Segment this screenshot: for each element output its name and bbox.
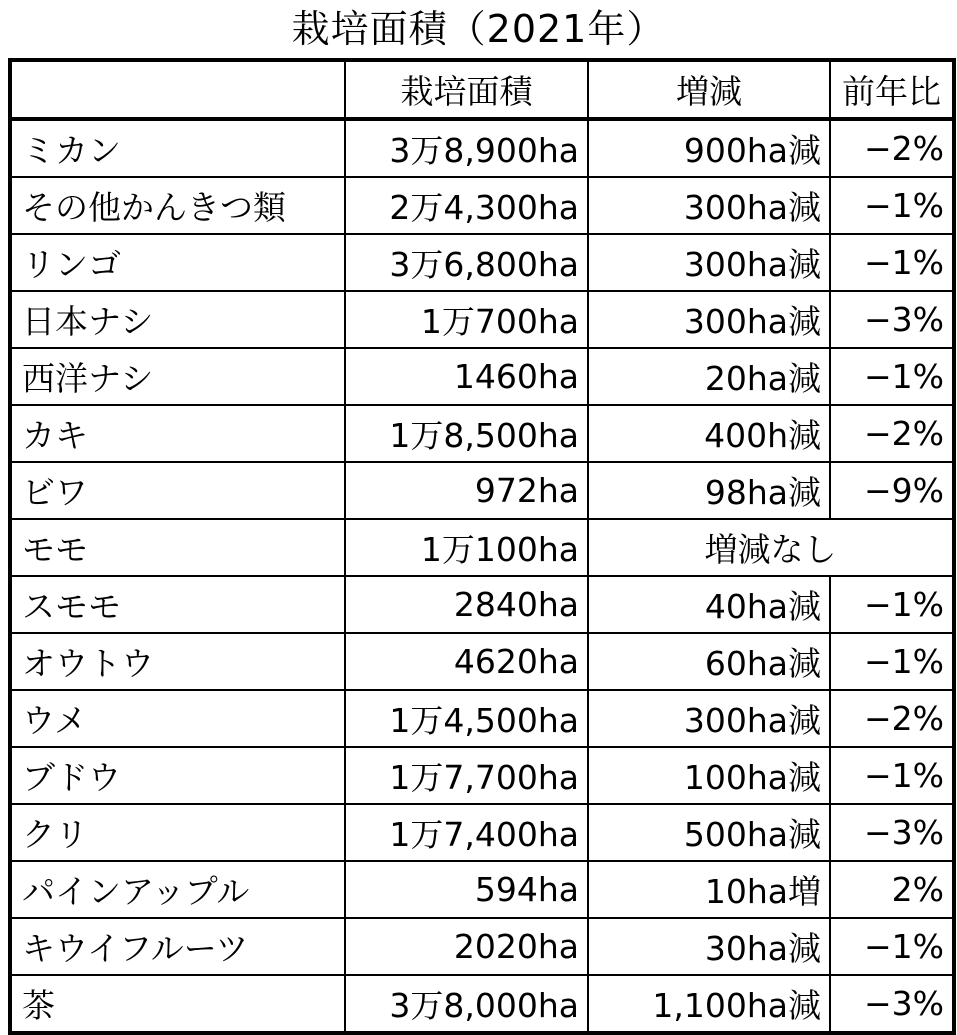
crop-name: その他かんきつ類 <box>10 177 345 234</box>
area-value: 972ha <box>345 462 588 519</box>
table-row <box>10 690 954 747</box>
table-row <box>10 462 954 519</box>
change-value: 300ha減 <box>588 177 830 234</box>
crop-name: モモ <box>10 519 345 576</box>
crop-name: ビワ <box>10 462 345 519</box>
change-value: 60ha減 <box>588 633 830 690</box>
ratio-value: −2% <box>830 690 954 747</box>
header-item <box>10 60 345 119</box>
table-row <box>10 519 954 576</box>
table-row <box>10 918 954 975</box>
crop-name: キウイフルーツ <box>10 918 345 975</box>
change-value: 500ha減 <box>588 804 830 861</box>
area-value: 2万4,300ha <box>345 177 588 234</box>
change-value: 98ha減 <box>588 462 830 519</box>
area-value: 3万8,000ha <box>345 975 588 1033</box>
table-row <box>10 576 954 633</box>
ratio-value: −1% <box>830 576 954 633</box>
area-value: 2840ha <box>345 576 588 633</box>
area-value: 1万700ha <box>345 291 588 348</box>
table-row <box>10 119 954 177</box>
ratio-value: −1% <box>830 747 954 804</box>
ratio-value: −3% <box>830 291 954 348</box>
area-value: 1万7,700ha <box>345 747 588 804</box>
table-header-row <box>10 60 954 119</box>
crop-name: クリ <box>10 804 345 861</box>
area-value: 1万4,500ha <box>345 690 588 747</box>
area-value: 3万8,900ha <box>345 119 588 177</box>
header-ratio: 前年比 <box>830 60 954 119</box>
cultivation-area-table <box>8 58 956 1035</box>
change-value: 10ha増 <box>588 861 830 918</box>
area-value: 1万7,400ha <box>345 804 588 861</box>
change-value: 300ha減 <box>588 291 830 348</box>
ratio-value: −3% <box>830 975 954 1033</box>
ratio-value: −2% <box>830 119 954 177</box>
crop-name: ウメ <box>10 690 345 747</box>
crop-name: 西洋ナシ <box>10 348 345 405</box>
crop-name: ブドウ <box>10 747 345 804</box>
area-value: 1460ha <box>345 348 588 405</box>
crop-name: パインアップル <box>10 861 345 918</box>
ratio-value: 2% <box>830 861 954 918</box>
table-body <box>10 119 954 1033</box>
area-value: 3万6,800ha <box>345 234 588 291</box>
table-row <box>10 234 954 291</box>
table-row <box>10 747 954 804</box>
crop-name: 茶 <box>10 975 345 1033</box>
change-value: 20ha減 <box>588 348 830 405</box>
change-merged-value: 増減なし <box>588 519 954 576</box>
change-value: 1,100ha減 <box>588 975 830 1033</box>
table-row <box>10 177 954 234</box>
crop-name: スモモ <box>10 576 345 633</box>
table-row <box>10 861 954 918</box>
area-value: 1万100ha <box>345 519 588 576</box>
crop-name: カキ <box>10 405 345 462</box>
ratio-value: −1% <box>830 348 954 405</box>
change-value: 900ha減 <box>588 119 830 177</box>
area-value: 4620ha <box>345 633 588 690</box>
change-value: 100ha減 <box>588 747 830 804</box>
ratio-value: −1% <box>830 918 954 975</box>
ratio-value: −3% <box>830 804 954 861</box>
ratio-value: −2% <box>830 405 954 462</box>
ratio-value: −1% <box>830 234 954 291</box>
table-row <box>10 633 954 690</box>
crop-name: オウトウ <box>10 633 345 690</box>
change-value: 300ha減 <box>588 234 830 291</box>
crop-name: ミカン <box>10 119 345 177</box>
table-row <box>10 975 954 1033</box>
ratio-value: −1% <box>830 633 954 690</box>
table-row <box>10 804 954 861</box>
area-value: 594ha <box>345 861 588 918</box>
table-row <box>10 405 954 462</box>
table-row <box>10 348 954 405</box>
header-change: 増減 <box>588 60 830 119</box>
crop-name: 日本ナシ <box>10 291 345 348</box>
change-value: 300ha減 <box>588 690 830 747</box>
change-value: 30ha減 <box>588 918 830 975</box>
page-title: 栽培面積（2021年） <box>291 7 666 51</box>
change-value: 40ha減 <box>588 576 830 633</box>
crop-name: リンゴ <box>10 234 345 291</box>
header-area: 栽培面積 <box>345 60 588 119</box>
ratio-value: −1% <box>830 177 954 234</box>
table-row <box>10 291 954 348</box>
area-value: 2020ha <box>345 918 588 975</box>
change-value: 400h減 <box>588 405 830 462</box>
ratio-value: −9% <box>830 462 954 519</box>
area-value: 1万8,500ha <box>345 405 588 462</box>
